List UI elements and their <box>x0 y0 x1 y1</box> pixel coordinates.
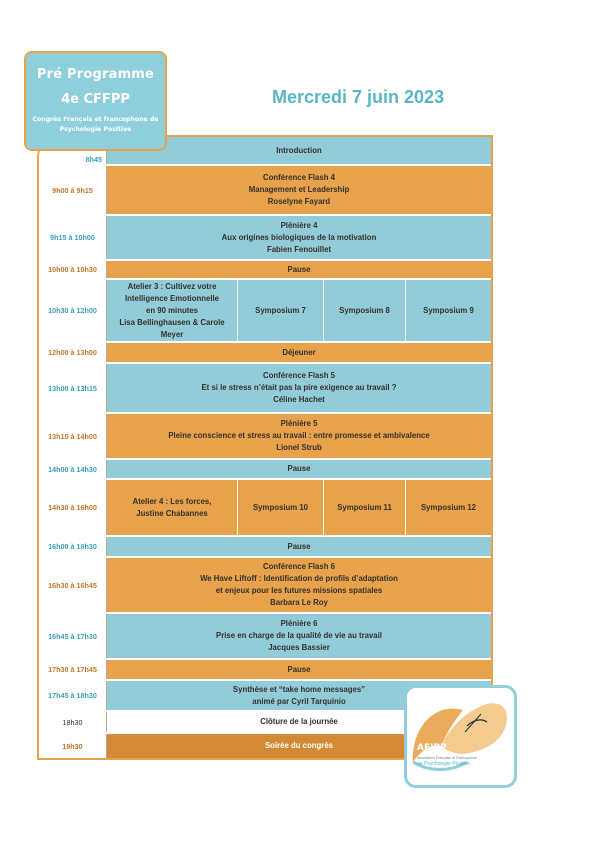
session-cell <box>107 537 491 556</box>
workshop-cell <box>107 480 238 535</box>
session-line: Pause <box>287 464 311 473</box>
session-line: Plénière 5 <box>280 419 318 428</box>
table-row <box>39 280 491 343</box>
session-cell <box>107 280 491 341</box>
session-line: Introduction <box>276 145 322 155</box>
time-cell: 8h45 <box>39 137 107 164</box>
session-line: Fabien Fenouillet <box>266 244 332 254</box>
session-line: Pause <box>287 264 311 274</box>
session-line: Aux origines biologiques de la motivation <box>221 232 377 242</box>
table-row <box>39 480 491 537</box>
session-line: Lionel Strub <box>276 443 322 452</box>
schedule-table <box>37 135 493 760</box>
program-congress-name <box>26 115 165 135</box>
time-cell: 16h45 à 17h30 <box>39 614 107 658</box>
symposium-cell <box>324 280 406 341</box>
session-line: Déjeuner <box>282 347 316 357</box>
session-cell <box>107 480 491 535</box>
symposium-cell <box>406 480 491 535</box>
session-line: et enjeux pour les futures missions spatiales <box>215 586 383 595</box>
session-line: Céline Hachet <box>273 395 325 404</box>
logo-tagline-2: de Psychologie Positive <box>417 761 470 767</box>
time-cell: 9h00 à 9h15 <box>39 166 107 214</box>
symposium-label: Symposium 7 <box>255 305 306 315</box>
table-row <box>39 614 491 660</box>
session-line: Pause <box>287 664 311 674</box>
workshop-line: en 90 minutes <box>146 305 198 315</box>
session-line: Management et Leadership <box>248 185 350 194</box>
time-cell: 13h00 à 13h15 <box>39 364 107 412</box>
time-cell: 13h15 à 14h00 <box>39 414 107 458</box>
session-line: Plénière 4 <box>280 220 318 230</box>
time-cell: 9h15 à 10h00 <box>39 216 107 259</box>
session-line: Pause <box>287 541 311 551</box>
table-row <box>39 261 491 280</box>
symposium-label: Symposium 11 <box>337 502 392 512</box>
table-row <box>39 166 491 216</box>
session-cell <box>107 414 491 458</box>
program-title: Pré Programme <box>36 67 155 82</box>
session-line: Clôture de la journée <box>260 717 338 726</box>
session-cell <box>107 364 491 412</box>
time-cell: 12h00 à 13h00 <box>39 343 107 362</box>
session-cell <box>107 216 491 259</box>
workshop-line: Lisa Bellinghausen & Carole <box>119 317 225 327</box>
session-line: Conférence Flash 5 <box>263 371 335 380</box>
butterfly-logo-icon <box>407 688 514 785</box>
time-cell: 10h00 à 10h30 <box>39 261 107 278</box>
workshop-line: Justine Chabannes <box>136 508 208 518</box>
symposium-label: Symposium 12 <box>420 502 477 512</box>
symposium-label: Symposium 8 <box>339 305 390 315</box>
session-line: Et si le stress n’était pas la pire exigence au travail ? <box>201 383 397 392</box>
session-cell <box>107 343 491 362</box>
table-row <box>39 460 491 480</box>
session-line: Barbara Le Roy <box>270 598 328 607</box>
time-cell: 16h30 à 16h45 <box>39 558 107 612</box>
table-row <box>39 364 491 414</box>
table-row <box>39 414 491 460</box>
table-row <box>39 660 491 681</box>
logo-tagline-1: Association Française et Francophone <box>417 756 477 760</box>
workshop-line: Atelier 3 : Cultivez votre <box>127 281 217 291</box>
symposium-cell <box>238 280 324 341</box>
session-cell <box>107 614 491 658</box>
session-cell <box>107 166 491 214</box>
session-line: Soirée du congrès <box>264 741 334 750</box>
session-line: We Have Liftoff : Identification de profils d’adaptation <box>200 574 398 583</box>
session-cell <box>107 261 491 278</box>
time-cell: 17h30 à 17h45 <box>39 660 107 679</box>
session-line: Synthèse et “take home messages” <box>232 684 366 694</box>
workshop-line: Meyer <box>160 329 184 339</box>
program-title-box <box>24 51 167 151</box>
symposium-label: Symposium 10 <box>252 502 309 512</box>
session-line: animé par Cyril Tarquinio <box>252 696 346 706</box>
table-row <box>39 343 491 364</box>
time-cell: 19h30 <box>39 734 107 758</box>
session-cell <box>107 460 491 478</box>
program-congress-line2: Psychologie Positive <box>59 126 132 133</box>
table-row <box>39 216 491 261</box>
logo-name: AFIPP <box>417 743 447 753</box>
symposium-label: Symposium 9 <box>423 305 474 315</box>
session-line: Plénière 6 <box>280 619 318 628</box>
session-line: Jacques Bassier <box>268 643 330 652</box>
time-cell: 14h30 à 16h00 <box>39 480 107 535</box>
symposium-cell <box>406 280 491 341</box>
session-line: Roselyne Fayard <box>267 197 331 206</box>
session-cell <box>107 558 491 612</box>
time-cell: 14h00 à 14h30 <box>39 460 107 478</box>
workshop-line: Intelligence Emotionnelle <box>124 293 219 303</box>
symposium-cell <box>238 480 324 535</box>
afipp-logo <box>404 685 517 788</box>
session-line: Conférence Flash 6 <box>263 562 335 571</box>
workshop-line: Atelier 4 : Les forces, <box>132 496 212 506</box>
symposium-cell <box>324 480 406 535</box>
table-row <box>39 558 491 614</box>
session-line: Prise en charge de la qualité de vie au travail <box>216 631 382 640</box>
time-cell: 10h30 à 12h00 <box>39 280 107 341</box>
time-cell: 18h30 <box>39 712 107 732</box>
session-cell <box>107 660 491 679</box>
program-congress-line1: Congrès Français et francophone de <box>32 116 159 123</box>
session-line: Conférence Flash 4 <box>263 173 335 182</box>
time-cell: 17h45 à 18h30 <box>39 681 107 710</box>
page-title: Mercredi 7 juin 2023 <box>272 87 445 107</box>
table-row <box>39 537 491 558</box>
session-line: Pleine conscience et stress au travail : entre promesse et ambivalence <box>168 431 430 440</box>
workshop-cell <box>107 280 238 341</box>
program-subtitle: 4e CFFPP <box>61 92 130 107</box>
time-cell: 16h00 à 16h30 <box>39 537 107 556</box>
